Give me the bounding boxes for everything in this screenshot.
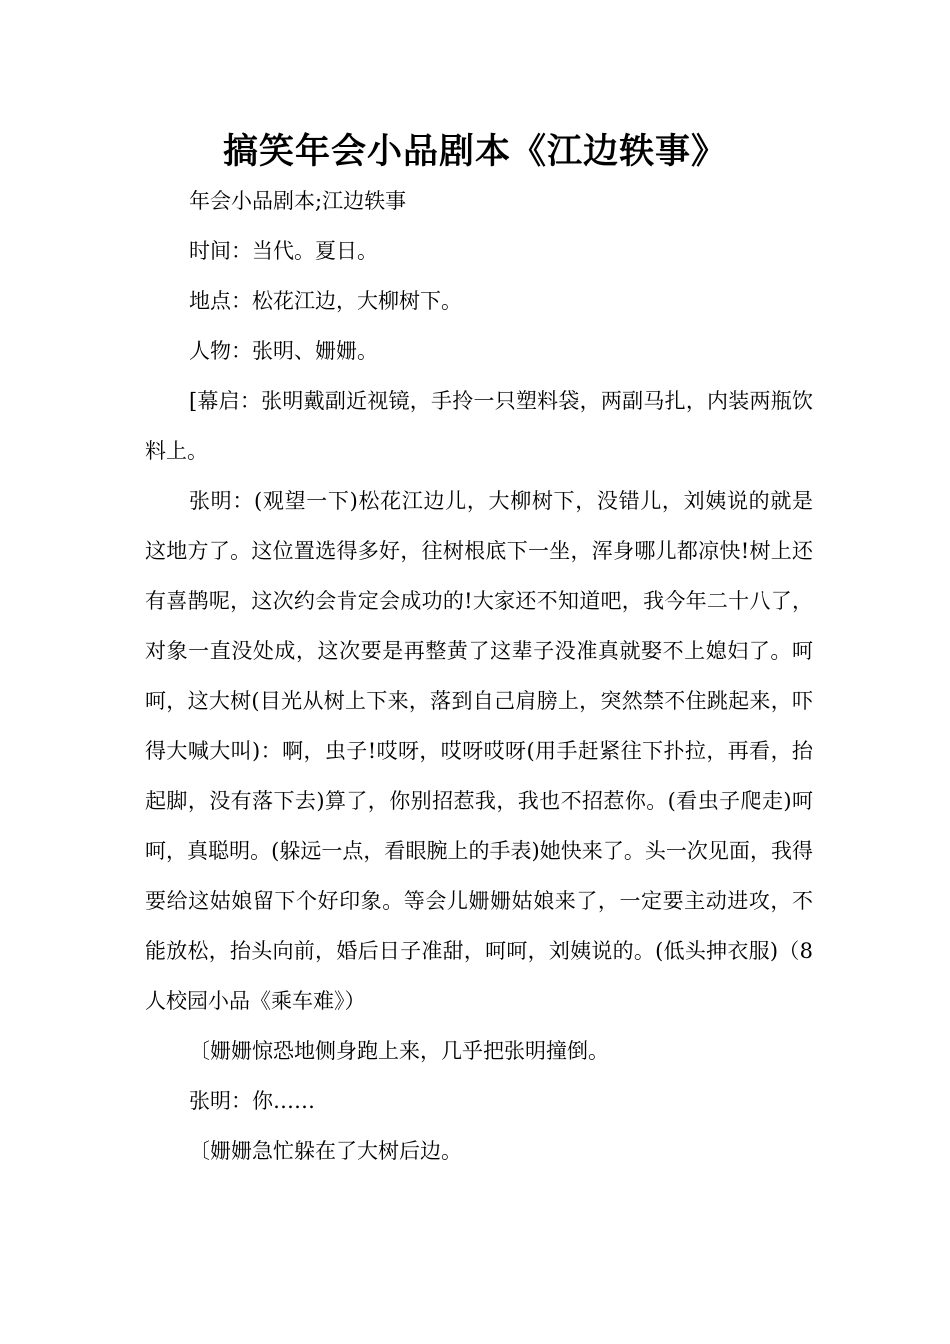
paragraph-zhangming-monologue: 张明：(观望一下)松花江边儿，大柳树下，没错儿，刘姨说的就是这地方了。这位置选得多好，往树根底下一坐，浑身哪儿都凉快!树上还有喜鹊呢，这次约会肯定会成功的!大家还不知道吧，我今年二十八了，对象一直没处成，这次要是再整黄了这辈子没准真就娶不上媳妇了。呵呵，这大树(目光从树上下来，落到自己肩膀上，突然禁不住跳起来，吓得大喊大叫)：啊，虫子!哎呀，哎呀哎呀(用手赶紧往下扑拉，再看，抬起脚，没有落下去)算了，你别招惹我，我也不招惹你。(看虫子爬走)呵呵，真聪明。(躲远一点，看眼腕上的手表)她快来了。头一次见面，我得要给这姑娘留下个好印象。等会儿姗姗姑娘来了，一定要主动进攻，不能放松，抬头向前，婚后日子准甜，呵呵，刘姨说的。(低头抻衣服)（8人校园小品《乘车难》） xyxy=(145,489,813,1013)
paragraph-zhangming-line: 张明：你…… xyxy=(189,1089,315,1113)
paragraph-subtitle: 年会小品剧本;江边轶事 xyxy=(189,189,407,213)
paragraph-time: 时间：当代。夏日。 xyxy=(189,239,378,263)
paragraph-place: 地点：松花江边，大柳树下。 xyxy=(189,289,462,313)
paragraph-shanshan-enters: 〔姗姗惊恐地侧身跑上来，几乎把张明撞倒。 xyxy=(189,1039,609,1063)
paragraph-curtain-opens: [幕启：张明戴副近视镜，手拎一只塑料袋，两副马扎，内装两瓶饮料上。 xyxy=(145,389,813,463)
paragraph-characters: 人物：张明、姗姗。 xyxy=(189,339,378,363)
document-body xyxy=(145,176,813,1176)
document-title: 搞笑年会小品剧本《江边轶事》 xyxy=(222,132,727,172)
paragraph-shanshan-hides: 〔姗姗急忙躲在了大树后边。 xyxy=(189,1139,462,1163)
